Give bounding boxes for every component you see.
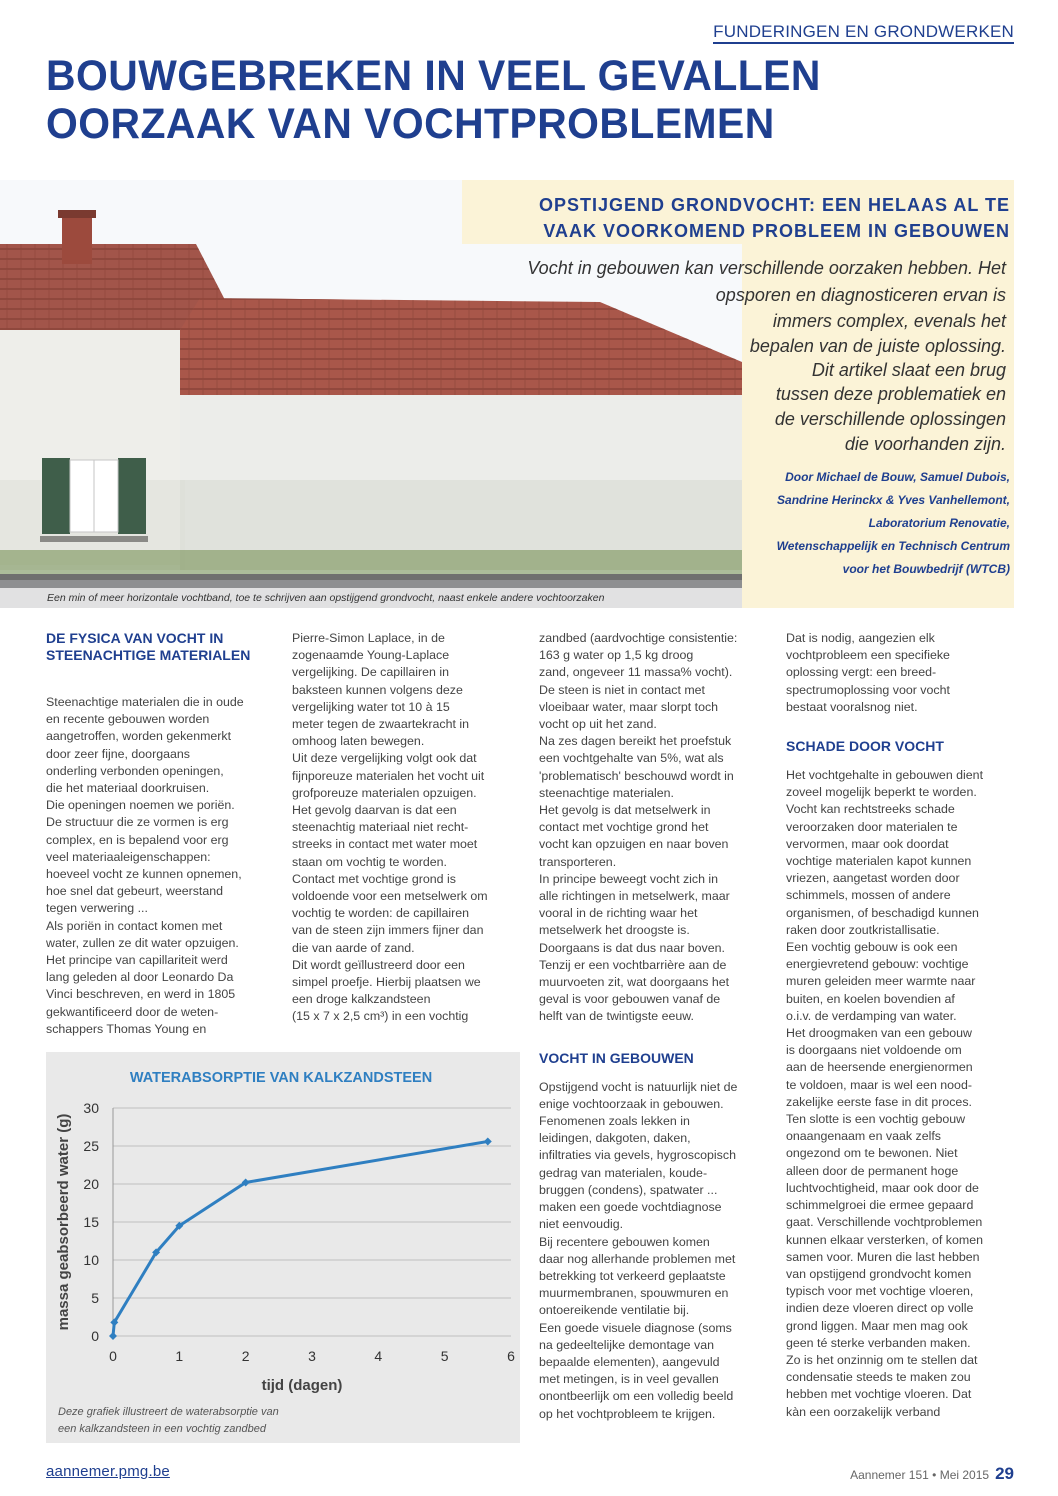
- text-line: Zo is het onzinnig om te stellen dat: [786, 1352, 978, 1367]
- intro-lead-line: Dit artikel slaat een brug: [811, 360, 1006, 380]
- text-line: hoeveel vocht ze kunnen opnemen,: [46, 867, 242, 882]
- footer-issue-text: Aannemer 151 • Mei 2015: [850, 1468, 990, 1482]
- text-line: typisch voor met vochtige vloeren,: [786, 1284, 974, 1299]
- chart-x-tick-label: 1: [175, 1348, 184, 1364]
- text-line: vriezen, aangetast worden door: [786, 871, 960, 886]
- authors: [710, 466, 1010, 581]
- text-line: o.i.v. de verdamping van water.: [786, 1008, 957, 1023]
- text-line: lang geleden al door Leonardo Da: [46, 970, 234, 985]
- headline-line-1: BOUWGEBREKEN IN VEEL GEVALLEN: [46, 52, 821, 100]
- text-line: 'problematisch' beschouwd wordt in: [539, 768, 734, 783]
- text-line: veel materiaaleigenschappen:: [46, 849, 211, 864]
- text-line: Een vochtig gebouw is ook een: [786, 940, 958, 955]
- chart-x-tick-label: 2: [241, 1348, 250, 1364]
- text-line: steenachtig materiaal niet recht-: [292, 820, 469, 835]
- text-line: muurmembranen, spouwmuren en: [539, 1286, 729, 1301]
- author-line: Laboratorium Renovatie,: [868, 516, 1010, 530]
- chart-caption: [58, 1404, 318, 1438]
- text-line: complex, en is bepalend voor erg: [46, 832, 229, 847]
- text-line: meter tegen de zwaartekracht in: [292, 717, 470, 732]
- intro-lead-line: opsporen en diagnosticeren ervan is: [715, 285, 1006, 305]
- text-line: vochtprobleem een specifieke: [786, 648, 950, 663]
- text-line: grond liggen. Maar men mag ook: [786, 1318, 968, 1333]
- text-line: gedrag van materialen, koude-: [539, 1165, 708, 1180]
- intro-lead-line: die voorhanden zijn.: [844, 434, 1006, 454]
- text-line: maken een goede vochtdiagnose: [539, 1200, 722, 1215]
- text-line: gekwantificeerd door de weten-: [46, 1004, 219, 1019]
- text-line: infiltraties via gevels, hygroscopisch: [539, 1148, 736, 1163]
- column-1: [46, 630, 276, 1038]
- chart-caption-line: een kalkzandsteen in een vochtig zandbed: [58, 1423, 266, 1435]
- text-line: Het gevolg daarvan is dat een: [292, 803, 457, 818]
- photo-caption: Een min of meer horizontale vochtband, toe te schrijven aan opstijgend grondvocht, naast enkele andere vochtoorzaken: [0, 588, 742, 608]
- text-line: Het principe van capillariteit werd: [46, 953, 228, 968]
- text-line: is doorgaans niet voldoende om: [786, 1043, 962, 1058]
- text-line: ongezond om te bewonen. Niet: [786, 1146, 958, 1161]
- text-line: een vochtgehalte van 5%, wat als: [539, 751, 724, 766]
- chart-x-tick-label: 3: [308, 1348, 316, 1364]
- text-line: gaat. Verschillende vochtproblemen: [786, 1215, 983, 1230]
- text-line: condensatie steeds te maken zou: [786, 1370, 971, 1385]
- intro-lead-line: bepalen van de juiste oplossing.: [749, 336, 1006, 356]
- text-line: vergelijking water tot 10 à 15: [292, 699, 450, 714]
- chart-x-tick-label: 0: [109, 1348, 117, 1364]
- text-line: Dit wordt geïllustreerd door een: [292, 957, 465, 972]
- chart-y-tick-label: 10: [83, 1252, 99, 1268]
- chart-data-point: [484, 1137, 492, 1145]
- text-line: Doorgaans is dat dus naar boven.: [539, 940, 725, 955]
- chart-y-tick-label: 30: [83, 1100, 99, 1116]
- chart-y-tick-label: 0: [91, 1328, 99, 1344]
- author-line: Door Michael de Bouw, Samuel Dubois,: [785, 470, 1010, 484]
- text-line: Steenachtige materialen die in oude: [46, 695, 244, 709]
- intro-lead-line: immers complex, evenals het: [772, 311, 1006, 331]
- chart-caption-line: Deze grafiek illustreert de waterabsorptie van: [58, 1406, 279, 1418]
- footer-website-link[interactable]: aannemer.pmg.be: [46, 1463, 170, 1480]
- text-line: alleen door de permanent hoge: [786, 1163, 959, 1178]
- section-tag: FUNDERINGEN EN GRONDWERKEN: [713, 22, 1014, 44]
- text-line: contact met vochtige grond het: [539, 820, 709, 835]
- headline-line-2: OORZAAK VAN VOCHTPROBLEMEN: [46, 100, 775, 148]
- intro-lead-line: de verschillende oplossingen: [774, 409, 1006, 429]
- column-2: [292, 630, 524, 1026]
- text-line: vergelijking. De capillairen in: [292, 665, 450, 680]
- text-line: Een goede visuele diagnose (soms: [539, 1320, 732, 1335]
- column-4: [786, 630, 1018, 1421]
- chart-y-tick-label: 25: [83, 1138, 99, 1154]
- text-line: staan om vochtig te worden.: [292, 854, 447, 869]
- text-line: vochtige materialen kapot kunnen: [786, 854, 972, 869]
- chart-title: WATERABSORPTIE VAN KALKZANDSTEEN: [129, 1070, 433, 1086]
- intro-title: [450, 192, 1010, 244]
- chart-x-tick-label: 4: [374, 1348, 383, 1364]
- text-line: een droge kalkzandsteen: [292, 992, 431, 1007]
- text-line: bestaat vooralsnog niet.: [786, 699, 918, 714]
- chart-y-axis-label: massa geabsorbeerd water (g): [55, 1113, 72, 1331]
- text-line: grofporeuze materialen opzuigen.: [292, 785, 477, 800]
- house-illustration: [0, 180, 742, 608]
- text-line: te voldoen, maar is wel een nood-: [786, 1077, 972, 1092]
- text-line: alle richtingen in metselwerk, maar: [539, 889, 730, 904]
- text-line: daar nog allerhande problemen met: [539, 1251, 736, 1266]
- text-line: met metingen, is in veel gevallen: [539, 1372, 719, 1387]
- text-line: Bij recentere gebouwen komen: [539, 1234, 710, 1249]
- chart-svg: [46, 1052, 520, 1404]
- text-line: leidingen, dakgoten, daken,: [539, 1131, 691, 1146]
- text-line: hebben met vochtige vloeren. Dat: [786, 1387, 972, 1402]
- text-line: die het materiaal doorkruisen.: [46, 781, 210, 796]
- intro-lead-line: tussen deze problematiek en: [775, 384, 1006, 404]
- text-line: en recente gebouwen worden: [46, 712, 210, 727]
- intro-lead-line: Vocht in gebouwen kan verschillende oorzaken hebben. Het: [527, 258, 1006, 278]
- text-line: zand, ongeveer 11 massa% vocht).: [539, 665, 733, 680]
- text-line: Contact met vochtige grond is: [292, 871, 456, 886]
- text-line: ontoereikende ventilatie bij.: [539, 1303, 690, 1318]
- text-line: veroorzaken door materialen te: [786, 819, 958, 834]
- text-line: vloeibaar water, maar slorpt toch: [539, 699, 719, 714]
- text-line: spectrumoplossing voor vocht: [786, 682, 950, 697]
- text-line: bruggen (condens), spatwater ...: [539, 1182, 718, 1197]
- author-line: Sandrine Herinckx & Yves Vanhellemont,: [777, 493, 1010, 507]
- author-line: Wetenschappelijk en Technisch Centrum: [776, 539, 1010, 553]
- text-line: omhoog laten bewegen.: [292, 734, 425, 749]
- text-line: baksteen kunnen volgens deze: [292, 682, 463, 697]
- article-headline: [46, 52, 977, 148]
- text-line: vervormen, maar ook doordat: [786, 836, 949, 851]
- intro-title-line-1: OPSTIJGEND GRONDVOCHT: EEN HELAAS AL TE: [538, 195, 1010, 215]
- text-line: vooral in de richting waar het: [539, 906, 698, 921]
- text-line: metselwerk het droogste is.: [539, 923, 690, 938]
- text-line: schappers Thomas Young en: [46, 1021, 207, 1036]
- text-line: Opstijgend vocht is natuurlijk niet de: [539, 1079, 738, 1094]
- text-line: door zeer fijne, doorgaans: [46, 746, 190, 761]
- text-line: Die openingen noemen we poriën.: [46, 798, 235, 813]
- intro-title-line-2: VAAK VOORKOMEND PROBLEEM IN GEBOUWEN: [543, 221, 1010, 241]
- text-line: Vocht kan rechtstreeks schade: [786, 802, 955, 817]
- text-line: (15 x 7 x 2,5 cm³) in een vochtig: [292, 1009, 469, 1024]
- text-line: zoveel mogelijk beperkt te worden.: [786, 785, 977, 800]
- text-line: schimmelgroei die ermee gepaard: [786, 1198, 974, 1213]
- chart-x-axis-label: tijd (dagen): [261, 1377, 343, 1394]
- text-line: onaangenaam en vaak zelfs: [786, 1129, 941, 1144]
- chart-x-tick-label: 5: [440, 1348, 449, 1364]
- text-line: van de steen zijn immers fijner dan: [292, 923, 484, 938]
- text-line: niet eenvoudig.: [539, 1217, 624, 1232]
- text-line: op het vochtprobleem te krijgen.: [539, 1406, 716, 1421]
- text-line: bepaalde elementen), aangevuld: [539, 1354, 720, 1369]
- text-line: van opstijgend grondvocht komen: [786, 1266, 972, 1281]
- chart-data-point: [109, 1332, 117, 1340]
- text-line: oplossing vergt: een breed-: [786, 665, 937, 680]
- heading-fysica: [46, 630, 276, 664]
- text-line: energievretend gebouw: vochtige: [786, 957, 969, 972]
- text-line: Het gevolg is dat metselwerk in: [539, 803, 711, 818]
- absorption-chart: [46, 1052, 520, 1443]
- text-line: onderling verbonden openingen,: [46, 763, 224, 778]
- text-line: kunnen elkaar versterken, of komen: [786, 1232, 983, 1247]
- text-line: In principe beweegt vocht zich in: [539, 871, 719, 886]
- chart-y-tick-label: 5: [91, 1290, 99, 1306]
- text-line: Dat is nodig, aangezien elk: [786, 631, 935, 645]
- heading-line: DE FYSICA VAN VOCHT IN: [46, 630, 224, 646]
- text-line: hoe snel dat gebeurt, weerstand: [46, 884, 224, 899]
- text-line: Het droogmaken van een gebouw: [786, 1026, 972, 1041]
- heading-line: STEENACHTIGE MATERIALEN: [46, 647, 251, 663]
- text-line: water, zullen ze dit water opzuigen.: [46, 935, 239, 950]
- text-line: fijnporeuze materialen het vocht uit: [292, 768, 485, 783]
- text-line: muren geleiden meer warmte naar: [786, 974, 976, 989]
- heading-schade-door-vocht: SCHADE DOOR VOCHT: [786, 738, 944, 755]
- text-line: onontbeerlijk om een volledig beeld: [539, 1389, 734, 1404]
- text-line: 163 g water op 1,5 kg droog: [539, 648, 694, 663]
- text-line: voldoende voor een metselwerk om: [292, 889, 488, 904]
- text-line: enige vochtoorzaak in gebouwen.: [539, 1096, 724, 1111]
- text-line: die van aarde of zand.: [292, 940, 415, 955]
- chart-y-tick-label: 20: [83, 1176, 99, 1192]
- text-line: samen voor. Muren die last hebben: [786, 1249, 980, 1264]
- text-line: muurvoeten zit, wat doorgaans het: [539, 975, 730, 990]
- column-3: [539, 630, 771, 1423]
- text-line: transporteren.: [539, 854, 617, 869]
- text-line: kàn een oorzakelijk verband: [786, 1404, 941, 1419]
- text-line: helft van de twintigste eeuw.: [539, 1009, 694, 1024]
- text-line: indien deze vloeren direct op volle: [786, 1301, 974, 1316]
- text-line: Fenomenen zoals lekken in: [539, 1114, 690, 1129]
- text-line: tegen verwering ...: [46, 901, 148, 916]
- text-line: Pierre-Simon Laplace, in de: [292, 631, 445, 645]
- text-line: Tenzij er een vochtbarrière aan de: [539, 957, 727, 972]
- text-line: De steen is niet in contact met: [539, 682, 705, 697]
- text-line: aan de heersende energienormen: [786, 1060, 973, 1075]
- text-line: Het vochtgehalte in gebouwen dient: [786, 768, 984, 783]
- text-line: Uit deze vergelijking volgt ook dat: [292, 751, 477, 766]
- chart-y-tick-label: 15: [83, 1214, 99, 1230]
- text-line: vochtig te worden: de capillairen: [292, 906, 470, 921]
- text-line: Vinci beschreven, en werd in 1805: [46, 987, 236, 1002]
- chart-x-tick-label: 6: [507, 1348, 515, 1364]
- heading-vocht-in-gebouwen: VOCHT IN GEBOUWEN: [539, 1049, 694, 1066]
- text-line: geen té sterke verbanden maken.: [786, 1335, 971, 1350]
- text-line: schimmels, mossen of andere: [786, 888, 951, 903]
- page-number: 29: [995, 1464, 1014, 1483]
- text-line: simpel proefje. Hierbij plaatsen we: [292, 975, 481, 990]
- text-line: Als poriën in contact komen met: [46, 918, 223, 933]
- text-line: streeks in contact met water moet: [292, 837, 478, 852]
- text-line: zogenaamde Young-Laplace: [292, 648, 450, 663]
- text-line: raken door zoutkristallisatie.: [786, 922, 940, 937]
- text-line: luchtvochtigheid, maar ook door de: [786, 1180, 979, 1195]
- text-line: vocht kan opzuigen en naar boven: [539, 837, 729, 852]
- text-line: organismen, of beschadigd kunnen: [786, 905, 979, 920]
- text-line: Ten slotte is een vochtig gebouw: [786, 1112, 966, 1127]
- text-line: geval is voor gebouwen vanaf de: [539, 992, 721, 1007]
- text-line: buiten, en koelen bovendien af: [786, 991, 955, 1006]
- text-line: na gedeeltelijke demontage van: [539, 1337, 714, 1352]
- text-line: aangetroffen, worden gekenmerkt: [46, 729, 232, 744]
- text-line: betrekking tot verkeerd geplaatste: [539, 1268, 726, 1283]
- text-line: De structuur die ze vormen is erg: [46, 815, 229, 830]
- text-line: Na zes dagen bereikt het proefstuk: [539, 734, 732, 749]
- text-line: zakelijke eerste fase in dit proces.: [786, 1094, 972, 1109]
- text-line: vocht op uit het zand.: [539, 717, 657, 732]
- chart-series-line: [113, 1141, 488, 1336]
- footer-issue: [850, 1464, 1014, 1484]
- author-line: voor het Bouwbedrijf (WTCB): [842, 562, 1010, 576]
- text-line: steenachtige materialen.: [539, 785, 675, 800]
- house-photo: [0, 180, 742, 608]
- text-line: zandbed (aardvochtige consistentie:: [539, 631, 738, 645]
